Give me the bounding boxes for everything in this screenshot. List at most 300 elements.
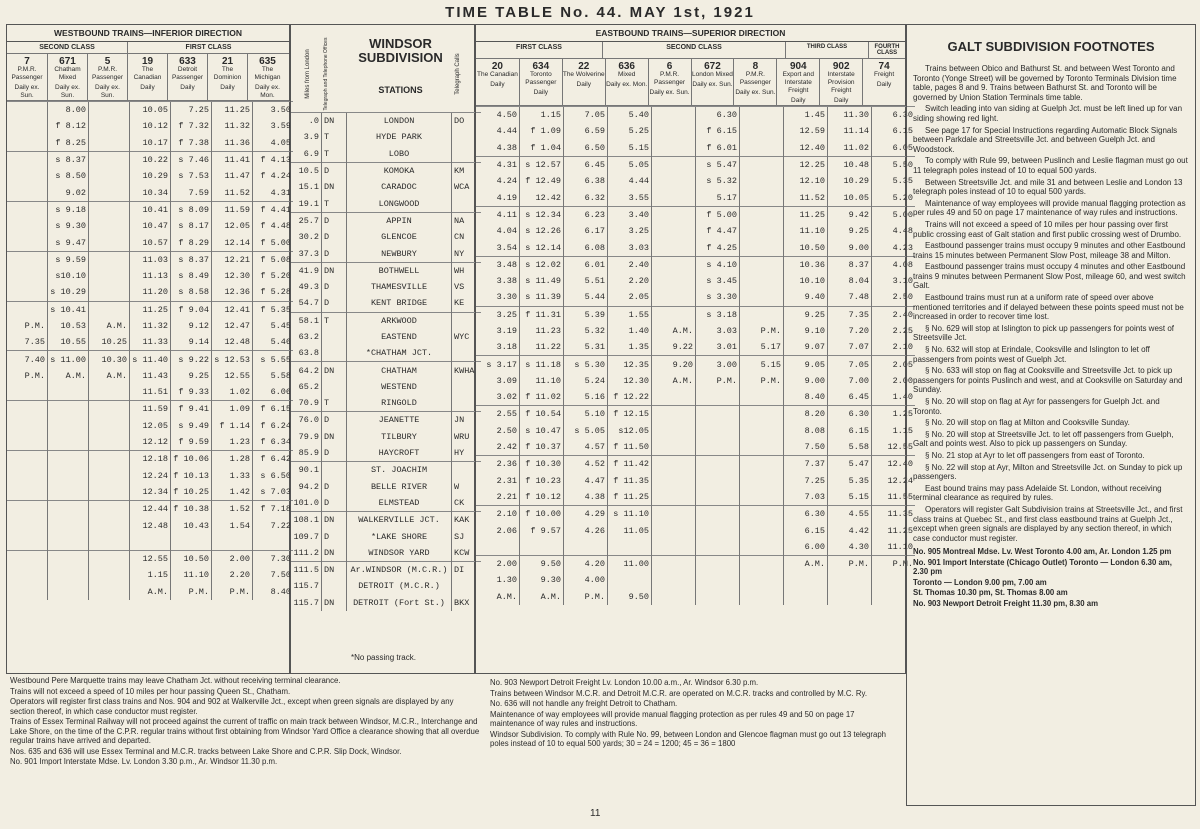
time-cell: 4.30 <box>828 539 872 556</box>
time-cell: f 5.08 <box>253 251 294 268</box>
time-cell: 7.25 <box>784 473 828 489</box>
time-cell: 11.59 <box>212 201 253 218</box>
table-row <box>476 323 915 339</box>
time-cell: f 4.47 <box>696 223 740 239</box>
time-cell: 12.30 <box>212 268 253 284</box>
time-cell: 12.44 <box>130 501 171 518</box>
station-office: T <box>322 195 347 212</box>
galt-note: § No. 20 will stop on flag at Ayr for passengers for Guelph Jct. and Toronto. <box>913 397 1160 416</box>
station-mileage: 6.9 <box>303 148 319 159</box>
time-cell: 9.25 <box>171 368 212 384</box>
time-cell: 12.55 <box>872 439 916 456</box>
time-cell: 6.32 <box>564 189 608 206</box>
station-call: DO <box>452 113 482 130</box>
time-cell: 11.59 <box>130 401 171 418</box>
station-row <box>291 578 481 594</box>
table-row <box>7 251 293 268</box>
time-cell: s 7.03 <box>253 484 294 501</box>
time-cell: 6.30 <box>872 107 916 124</box>
time-cell <box>89 434 130 451</box>
train-days: Daily <box>576 81 591 88</box>
time-cell: 2.05 <box>608 289 652 306</box>
galt-note: East bound trains may pass Adelaide St. London, without receiving terminal clearance as required by rules. <box>913 483 1162 503</box>
time-cell: 1.54 <box>212 517 253 533</box>
time-cell: f 7.32 <box>171 118 212 134</box>
time-cell: 10.22 <box>130 151 171 168</box>
time-cell: 7.22 <box>253 517 294 533</box>
time-cell <box>7 118 48 134</box>
time-cell: 3.25 <box>608 223 652 239</box>
station-name: CHATHAM <box>347 362 452 379</box>
station-call: W <box>452 479 482 495</box>
station-mileage: 37.3 <box>298 248 319 259</box>
time-cell <box>740 206 784 223</box>
train-header <box>519 59 562 105</box>
time-cell: 6.01 <box>564 256 608 273</box>
time-cell: 10.34 <box>130 184 171 201</box>
station-row <box>291 295 481 312</box>
train-header <box>776 59 819 105</box>
time-cell: 12.24 <box>872 473 916 489</box>
train-name: P.M.R. Passenger <box>739 71 771 86</box>
train-days: Daily ex. Sun. <box>55 84 80 99</box>
time-cell: s 11.10 <box>608 506 652 523</box>
time-cell: f 5.00 <box>696 206 740 223</box>
time-cell: 12.05 <box>212 218 253 234</box>
table-row <box>7 301 293 318</box>
station-mileage: 25.7 <box>291 212 322 229</box>
time-cell: 3.25 <box>476 306 520 323</box>
station-office: T <box>322 395 347 412</box>
time-cell <box>48 484 89 501</box>
station-office: D <box>322 245 347 262</box>
station-office: DN <box>322 512 347 529</box>
galt-freight-entry: No. 903 Newport Detroit Freight 11.30 pm, 8.30 am <box>913 598 1099 608</box>
time-cell: 10.10 <box>784 273 828 289</box>
galt-note: Trains will not exceed a speed of 10 miles per hour passing over first public crossing east of Galt station and first public crossing west of Drumbo. <box>913 219 1182 239</box>
bottom-middle-note: Trains between Windsor M.C.R. and Detroit M.C.R. are operated on M.C.R. tracks and controlled by M.C. Ry. <box>490 688 867 698</box>
galt-freight-entry: No. 905 Montreal Mdse. Lv. West Toronto 4.00 am, Ar. London 1.25 pm <box>913 547 1172 557</box>
time-cell: 1.25 <box>872 406 916 423</box>
time-cell: 11.51 <box>130 384 171 401</box>
time-cell: f 5.35 <box>253 301 294 318</box>
table-row <box>476 289 915 306</box>
bottom-left-note: Operators will register first class trains and Nos. 904 and 902 at Walkerville Jct., except when green signals are displayed by any section thereof, in which case conductor must register. <box>10 697 454 716</box>
time-cell <box>740 456 784 473</box>
time-cell: 11.10 <box>171 567 212 583</box>
station-call: KCW <box>452 545 482 562</box>
time-cell: P.M. <box>212 584 253 600</box>
time-cell: 7.35 <box>24 337 45 348</box>
time-cell: s 12.57 <box>520 156 564 173</box>
time-cell: 12.05 <box>130 418 171 434</box>
station-row <box>291 262 481 279</box>
station-row <box>291 528 481 544</box>
station-name: HYDE PARK <box>347 129 452 145</box>
station-call: KWHA <box>452 362 482 379</box>
time-cell <box>89 201 130 218</box>
time-cell: 4.47 <box>564 473 608 489</box>
time-cell <box>476 539 520 556</box>
time-cell: 5.35 <box>872 173 916 189</box>
station-mileage: 90.1 <box>291 462 322 479</box>
galt-note: § No. 633 will stop on flag at Cooksville and Streetsville Jct. to pick up passengers for points Puslinch and west, and at Cooksville on Saturday and Sunday. <box>913 366 1183 395</box>
westbound-heading: WESTBOUND TRAINS—INFERIOR DIRECTION <box>7 25 289 42</box>
time-cell: 5.51 <box>564 273 608 289</box>
time-cell <box>7 284 48 301</box>
time-cell: 6.05 <box>872 140 916 157</box>
time-cell <box>212 534 253 551</box>
time-cell: 6.30 <box>784 506 828 523</box>
station-mileage: 76.0 <box>291 412 322 429</box>
table-row <box>476 189 915 206</box>
time-cell: 1.40 <box>872 389 916 406</box>
time-cell <box>7 567 48 583</box>
time-cell <box>652 389 696 406</box>
table-row <box>476 339 915 356</box>
time-cell: P.M. <box>740 373 784 389</box>
station-office <box>322 329 347 345</box>
time-cell: s 9.22 <box>171 351 212 368</box>
time-cell: 11.10 <box>520 373 564 389</box>
time-cell: 6.00 <box>784 539 828 556</box>
time-cell: 6.45 <box>564 156 608 173</box>
time-cell: P.M. <box>24 321 45 331</box>
time-cell: A.M. <box>652 373 696 389</box>
time-cell: s 3.45 <box>696 273 740 289</box>
time-cell: 4.57 <box>564 439 608 456</box>
time-cell: 8.04 <box>828 273 872 289</box>
table-row <box>476 423 915 439</box>
time-cell: s 5.05 <box>564 423 608 439</box>
time-cell: 1.55 <box>608 306 652 323</box>
station-office <box>322 578 347 594</box>
time-cell: f 4.24 <box>253 168 294 184</box>
time-cell: 10.17 <box>130 135 171 152</box>
time-cell: s 9.49 <box>171 418 212 434</box>
time-cell: 11.52 <box>784 189 828 206</box>
station-name: EASTEND <box>347 329 452 345</box>
station-call: KE <box>452 295 482 312</box>
station-name: GLENCOE <box>347 229 452 245</box>
train-days: Daily <box>533 89 549 96</box>
station-name: WESTEND <box>347 379 452 395</box>
galt-note: § No. 20 will stop on flag at Milton and Cooksville Sunday. <box>925 418 1130 428</box>
time-cell: 11.23 <box>520 323 564 339</box>
train-days: Daily ex. Sun. <box>735 89 776 96</box>
time-cell <box>652 456 696 473</box>
time-cell <box>696 423 740 439</box>
galt-note: See page 17 for Special Instructions regarding Automatic Block Signals between Parkdale and Streetsville Jct. and between Guelph Jct. and Woodstock. <box>913 125 1178 154</box>
time-cell: s 12.34 <box>520 206 564 223</box>
train-number: 635 <box>259 56 276 67</box>
time-cell: 4.23 <box>872 239 916 256</box>
table-row <box>7 584 293 600</box>
station-call: WRU <box>452 429 482 445</box>
time-cell: 4.26 <box>564 522 608 538</box>
westbound-second-class: SECOND CLASS <box>7 42 128 53</box>
time-cell: 4.24 <box>496 176 517 187</box>
table-row <box>476 473 915 489</box>
train-number: 633 <box>179 56 196 67</box>
time-cell: s 9.59 <box>48 251 89 268</box>
time-cell: 2.40 <box>872 306 916 323</box>
time-cell: f 9.59 <box>171 434 212 451</box>
time-cell <box>652 107 696 124</box>
time-cell: 11.25 <box>130 301 171 318</box>
time-cell: 6.15 <box>872 123 916 139</box>
time-cell: 12.30 <box>608 373 652 389</box>
time-cell: 5.46 <box>253 334 294 351</box>
time-cell <box>740 140 784 157</box>
time-cell: 5.17 <box>740 339 784 356</box>
time-cell <box>740 572 784 588</box>
time-cell <box>7 251 48 268</box>
time-cell: 7.03 <box>784 489 828 506</box>
train-number: 5 <box>104 56 111 67</box>
time-cell <box>784 572 828 588</box>
time-cell: 10.41 <box>130 201 171 218</box>
time-cell: f 10.13 <box>171 468 212 484</box>
bottom-middle-note: No. 903 Newport Detroit Freight Lv. London 10.00 a.m., Ar. Windsor 6.30 p.m. <box>490 678 759 687</box>
station-row <box>291 195 481 212</box>
table-row <box>7 434 293 451</box>
time-cell: A.M. <box>784 556 828 573</box>
time-cell <box>89 418 130 434</box>
time-cell: A.M. <box>89 318 130 334</box>
time-cell: A.M. <box>520 589 564 605</box>
time-cell: 4.44 <box>496 126 517 137</box>
time-cell: A.M. <box>652 323 696 339</box>
time-cell: 3.02 <box>496 392 517 403</box>
time-cell: 10.25 <box>89 334 130 351</box>
time-cell: s 8.37 <box>48 151 89 168</box>
time-cell: 1.30 <box>496 575 517 586</box>
time-cell: 6.38 <box>564 173 608 189</box>
time-cell: f 4.48 <box>253 218 294 234</box>
table-row <box>476 140 915 157</box>
station-call: WCA <box>452 179 482 195</box>
time-cell: 9.02 <box>48 184 89 201</box>
time-cell: 2.25 <box>872 323 916 339</box>
time-cell <box>7 517 48 533</box>
time-cell: 7.00 <box>828 373 872 389</box>
time-cell <box>89 551 130 568</box>
station-name: APPIN <box>347 212 452 229</box>
train-header <box>7 54 47 100</box>
time-cell <box>652 173 696 189</box>
time-cell <box>652 140 696 157</box>
time-cell: 3.10 <box>872 273 916 289</box>
station-name: LOBO <box>347 146 452 163</box>
station-row <box>291 462 481 479</box>
time-cell: 3.38 <box>496 276 517 287</box>
time-cell <box>652 423 696 439</box>
station-row <box>291 412 481 429</box>
time-cell: 3.59 <box>253 118 294 134</box>
time-cell <box>652 473 696 489</box>
time-cell: 3.30 <box>496 292 517 303</box>
time-cell: 2.50 <box>496 425 517 436</box>
time-cell: 5.47 <box>828 456 872 473</box>
time-cell: 7.05 <box>828 356 872 373</box>
time-cell: s 10.29 <box>48 284 89 301</box>
time-cell: f 5.20 <box>253 268 294 284</box>
galt-note: To comply with Rule 99, between Puslinch and Leslie flagman must go out 11 telegraph poles instead of 10 to equal 500 yards. <box>913 156 1188 175</box>
time-cell <box>7 434 48 451</box>
time-cell: s 8.58 <box>171 284 212 301</box>
time-cell: 9.40 <box>784 289 828 306</box>
time-cell: 9.00 <box>828 239 872 256</box>
time-cell: s 8.37 <box>171 251 212 268</box>
time-cell <box>740 439 784 456</box>
station-office: T <box>322 129 347 145</box>
time-cell: 8.08 <box>784 423 828 439</box>
table-row <box>476 223 915 239</box>
time-cell: 2.05 <box>872 356 916 373</box>
time-cell <box>89 401 130 418</box>
time-cell: 9.12 <box>171 318 212 334</box>
time-cell <box>652 406 696 423</box>
time-cell: 10.43 <box>171 517 212 533</box>
table-row <box>476 356 915 373</box>
station-office: T <box>322 312 347 329</box>
station-row <box>291 379 481 395</box>
station-mileage: 111.2 <box>293 547 319 558</box>
time-cell: 5.20 <box>872 189 916 206</box>
time-cell <box>89 218 130 234</box>
eastbound-table <box>476 106 915 605</box>
time-cell: 3.50 <box>253 102 294 119</box>
time-cell: 5.17 <box>696 189 740 206</box>
station-row <box>291 495 481 512</box>
time-cell: f 9.41 <box>171 401 212 418</box>
time-cell: 7.20 <box>828 323 872 339</box>
station-row <box>291 429 481 445</box>
time-cell: 9.50 <box>520 556 564 573</box>
station-name: CARADOC <box>347 179 452 195</box>
time-cell: f 7.18 <box>253 501 294 518</box>
time-cell: s 6.50 <box>253 468 294 484</box>
time-cell: f 6.15 <box>253 401 294 418</box>
time-cell: 7.30 <box>253 551 294 568</box>
time-cell: f 11.31 <box>520 306 564 323</box>
time-cell <box>652 539 696 556</box>
time-cell: 12.12 <box>130 434 171 451</box>
time-cell: 1.42 <box>212 484 253 501</box>
time-cell: f 10.06 <box>171 451 212 468</box>
station-name: DETROIT (M.C.R.) <box>347 578 452 594</box>
time-cell <box>48 534 89 551</box>
station-office: DN <box>322 429 347 445</box>
time-cell: 10.47 <box>130 218 171 234</box>
time-cell: s 8.49 <box>171 268 212 284</box>
time-cell <box>696 506 740 523</box>
time-cell: 12.18 <box>130 451 171 468</box>
table-row <box>7 534 293 551</box>
table-row <box>7 318 293 334</box>
time-cell <box>7 401 48 418</box>
time-cell: s12.05 <box>608 423 652 439</box>
time-cell: s10.10 <box>48 268 89 284</box>
time-cell: f 12.15 <box>608 406 652 423</box>
time-cell: 12.24 <box>130 468 171 484</box>
time-cell <box>89 234 130 251</box>
station-office: DN <box>322 362 347 379</box>
page-number: 11 <box>590 808 601 819</box>
time-cell: f 8.25 <box>48 135 89 152</box>
time-cell <box>7 151 48 168</box>
bottom-middle-note: Windsor Subdivision. To comply with Rule No. 99, between London and Glencoe flagman must go out 13 telegraph poles instead of 10 to equal 500 yards; 30 = 24 = 1200; 45 = 36 = 1800 <box>490 729 887 748</box>
time-cell: 7.50 <box>253 567 294 583</box>
time-cell: 4.04 <box>496 226 517 237</box>
time-cell: 8.40 <box>784 389 828 406</box>
time-cell <box>740 173 784 189</box>
table-row <box>7 551 293 568</box>
station-name: BELLE RIVER <box>347 479 452 495</box>
station-name: HAYCROFT <box>347 445 452 462</box>
station-call: BKX <box>452 595 482 611</box>
time-cell: f 9.33 <box>171 384 212 401</box>
station-mileage: 3.9 <box>303 132 319 143</box>
time-cell: 4.31 <box>476 156 520 173</box>
time-cell: f 1.14 <box>212 418 253 434</box>
time-cell <box>828 572 872 588</box>
table-row <box>7 384 293 401</box>
time-cell: s 12.26 <box>520 223 564 239</box>
time-cell <box>253 534 294 551</box>
time-cell: 12.48 <box>212 334 253 351</box>
galt-note: Trains between Obico and Bathurst St. and between West Toronto and Toronto (Yonge Street) will be governed by Toronto Terminals Division time table, pages 8 and 9. Trains between Bathurst St. and Toronto will be governed by Union Station Terminals time table. <box>913 64 1177 102</box>
time-cell: 2.40 <box>608 256 652 273</box>
time-cell: 9.20 <box>652 356 696 373</box>
time-cell <box>696 572 740 588</box>
time-cell: 4.08 <box>872 256 916 273</box>
time-cell: 7.25 <box>171 102 212 119</box>
train-header <box>476 59 519 105</box>
table-row <box>476 206 915 223</box>
station-call: KAK <box>452 512 482 529</box>
time-cell: f 12.22 <box>608 389 652 406</box>
station-mileage: 115.7 <box>293 597 319 608</box>
table-row <box>7 135 293 152</box>
stations-panel <box>290 24 475 674</box>
telegraph-calls-label: Telegraph Calls <box>455 53 461 95</box>
time-cell: s 9.18 <box>48 201 89 218</box>
train-days: Daily <box>490 81 505 88</box>
time-cell <box>696 489 740 506</box>
train-number: 22 <box>578 61 590 72</box>
time-cell: 2.20 <box>212 567 253 583</box>
time-cell <box>740 239 784 256</box>
time-cell <box>7 184 48 201</box>
time-cell <box>696 556 740 573</box>
time-cell <box>740 473 784 489</box>
time-cell: 12.34 <box>130 484 171 501</box>
time-cell: 6.30 <box>696 107 740 124</box>
time-cell: 6.15 <box>784 522 828 538</box>
train-name: Detroit Passenger <box>171 66 204 81</box>
time-cell: f 12.49 <box>520 173 564 189</box>
station-call: JN <box>452 412 482 429</box>
table-row <box>7 168 293 184</box>
train-number: 8 <box>752 61 759 72</box>
station-name: ST. JOACHIM <box>347 462 452 479</box>
time-cell: 6.59 <box>564 123 608 139</box>
time-cell <box>652 239 696 256</box>
time-cell: f 8.12 <box>48 118 89 134</box>
time-cell: 4.42 <box>828 522 872 538</box>
